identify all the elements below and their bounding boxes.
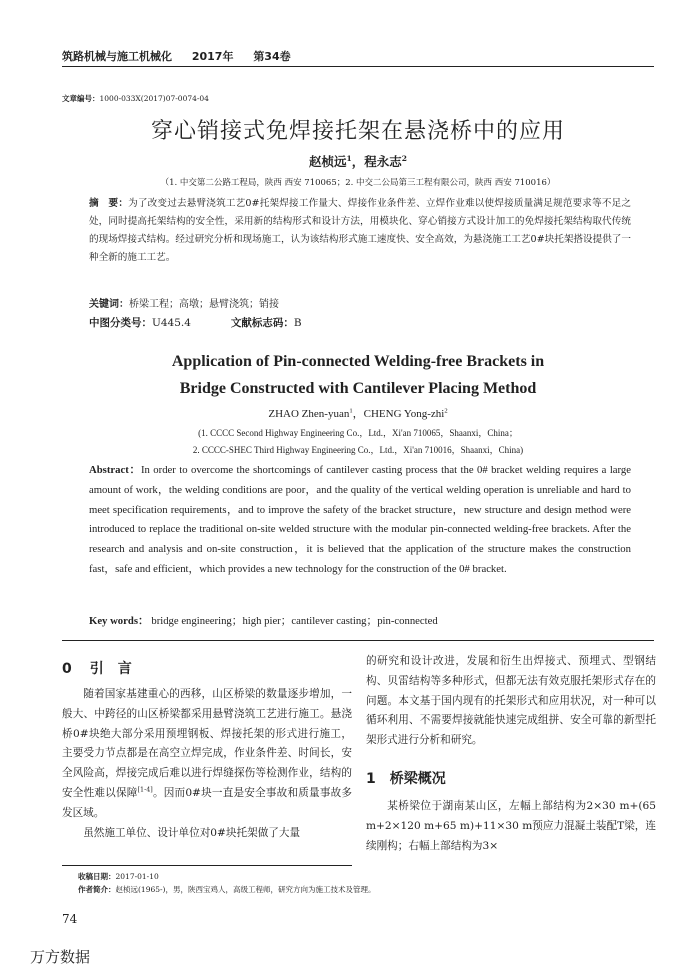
author-sep: ，: [351, 154, 365, 169]
title-en-line1: Application of Pin-connected Welding-free Brackets in: [171, 353, 545, 370]
right-column-continuation: [366, 652, 656, 751]
page-number: 74: [62, 912, 78, 926]
bridge-overview-paragraph: 某桥梁位于湖南某山区，左幅上部结构为2×30 m+(65 m+2×120 m+65 m)+11×30 m预应力混凝土装配T梁，连续刚构；右幅上部结构为3×: [366, 800, 656, 852]
intro-p1-text: 随着国家基建重心的西移，山区桥梁的数量逐步增加，一般大、中跨径的山区桥梁都采用悬臂浇筑工艺进行施工。悬浇桥0#块绝大部分采用预埋钢板、焊接托架的形式进行施工，主要受力节点都是在高空立焊完成，作业条件差、时间长，安全风险高，焊接完成后难以进行焊缝探伤等检测作业，结构的安全性难以保障: [62, 688, 352, 799]
author-2-sup: 2: [401, 153, 407, 163]
doc-code-value: B: [293, 317, 302, 329]
abstract-chinese: [89, 195, 631, 267]
journal-volume: 第34卷: [253, 50, 291, 63]
footnote-received: [78, 870, 375, 883]
author-en-sep: ，: [352, 408, 364, 420]
keywords-cn-label: 关键词：: [89, 299, 129, 310]
affiliation-english: [62, 425, 654, 459]
classification-line: [89, 315, 302, 330]
section-1-heading: [366, 768, 446, 788]
abstract-en-label: Abstract：: [89, 464, 141, 476]
keywords-cn-text: 桥梁工程；高墩；悬臂浇筑；销接: [129, 299, 279, 310]
intro-paragraph-1: [62, 685, 352, 824]
abstract-cn-text: 为了改变过去悬臂浇筑工艺0#托架焊接工作量大、焊接作业条件差、立焊作业难以使焊接质量满足规范要求等不足之处，同时提高托架结构的安全性，采用新的结构形式和设计方法，用模块化、穿心销接方式设计加工的免焊接托架结构取代传统的现场焊接式结构。经过研究分析和现场施工，认为该结构形式施工速度快、安全高效，为悬浇施工工艺0#块托架搭设提供了一种全新的施工工艺。: [89, 198, 631, 263]
author-2: 程永志: [364, 154, 402, 169]
intro-p1-tail: 。因而0#块一直是安全事故和质量事故多发区域。: [62, 786, 353, 819]
footnote: [78, 870, 375, 896]
footnote-author: [78, 883, 375, 896]
affiliation-chinese: （1. 中交第二公路工程局，陕西 西安 710065；2. 中交二公局第三工程有限公司，陕西 西安 710016）: [160, 178, 556, 188]
journal-year: 2017年: [191, 50, 234, 63]
keywords-en-text: bridge engineering；high pier；cantilever casting；pin-connected: [151, 615, 438, 627]
body-separator-rule: [62, 640, 654, 641]
abstract-english: [89, 461, 631, 580]
author-en-2: CHENG Yong-zhi: [363, 408, 445, 420]
journal-header: [62, 48, 307, 64]
section-0-title: 引 言: [89, 661, 132, 677]
title-chinese: 穿心销接式免焊接托架在悬浇桥中的应用: [150, 119, 565, 144]
section-0-heading: [62, 658, 132, 678]
citation: [1-4]: [137, 786, 153, 794]
doc-code-label: 文献标志码：: [230, 317, 294, 329]
author-bio-label: 作者简介：: [78, 885, 116, 894]
article-number: [62, 93, 209, 104]
author-1: 赵桢远: [309, 154, 347, 169]
journal-name: 筑路机械与施工机械化: [62, 50, 172, 63]
author-1-sup: 1: [346, 153, 352, 163]
author-en-1: ZHAO Zhen-yuan: [268, 408, 350, 420]
abstract-en-text: In order to overcome the shortcomings of cantilever casting process that the 0# bracket welding requires a large amount of work，the welding conditions are poor，and the quality of the vertical welding operation is unreliable and hard to meet specification requirements，and to improve the safety of the bracket structure，new structure and design method were introduced to replace the traditional on-site welded structure with the modular pin-connected welding-free brackets. After the research and analysis and on-site construction，it is believed that the application of the structure makes the construction fast，safe and efficient，which provides a new technology for the construction of the 0# bracket.: [89, 464, 631, 575]
affil-en-line2: 2. CCCC-SHEC Third Highway Engineering Co.，Ltd.，Xi'an 710016，Shaanxi，China): [192, 445, 524, 455]
received-label: 收稿日期：: [78, 872, 116, 881]
footnote-rule: [62, 865, 352, 866]
author-en-2-sup: 2: [444, 407, 448, 415]
watermark: 万方数据: [30, 948, 91, 966]
header-rule: [62, 66, 654, 67]
received-date: 2017-01-10: [115, 872, 159, 881]
intro-continuation: 的研究和设计改进，发展和衍生出焊接式、预埋式、型钢结构、贝雷结构等多种形式，但都无法有效克服托架形式存在的问题。本文基于国内现有的托架形式和应用状况，对一种可以循环利用、不需要焊接就能快速完成组拼、安全可靠的新型托架形式进行分析和研究。: [366, 655, 656, 747]
affil-en-line1: (1. CCCC Second Highway Engineering Co.，Ltd.，Xi'an 710065，Shaanxi，China；: [198, 428, 518, 438]
title-en-line2: Bridge Constructed with Cantilever Placing Method: [179, 380, 537, 397]
author-bio: 赵桢远(1965-)，男，陕西宝鸡人，高级工程师，研究方向为施工技术及管理。: [115, 885, 376, 894]
keywords-chinese: [89, 295, 279, 310]
intro-paragraph-2: 虽然施工单位、设计单位对0#块托架做了大量: [83, 826, 301, 839]
title-english: [62, 348, 654, 402]
article-number-label: 文章编号：: [62, 94, 100, 103]
keywords-english: [89, 613, 438, 628]
section-1-title: 桥梁概况: [389, 771, 446, 787]
right-column-section-1: [366, 797, 656, 856]
abstract-cn-label: 摘 要：: [89, 198, 129, 209]
clc-label: 中图分类号：: [89, 317, 152, 329]
clc-value: U445.4: [152, 317, 191, 329]
authors-chinese: [62, 152, 654, 170]
authors-english: [62, 405, 654, 421]
keywords-en-label: Key words：: [89, 615, 149, 627]
left-column: [62, 685, 352, 843]
article-number-value: 1000-033X(2017)07-0074-04: [99, 94, 209, 103]
author-en-1-sup: 1: [349, 407, 353, 415]
section-1-number: 1: [366, 771, 376, 787]
section-0-number: 0: [62, 661, 72, 677]
